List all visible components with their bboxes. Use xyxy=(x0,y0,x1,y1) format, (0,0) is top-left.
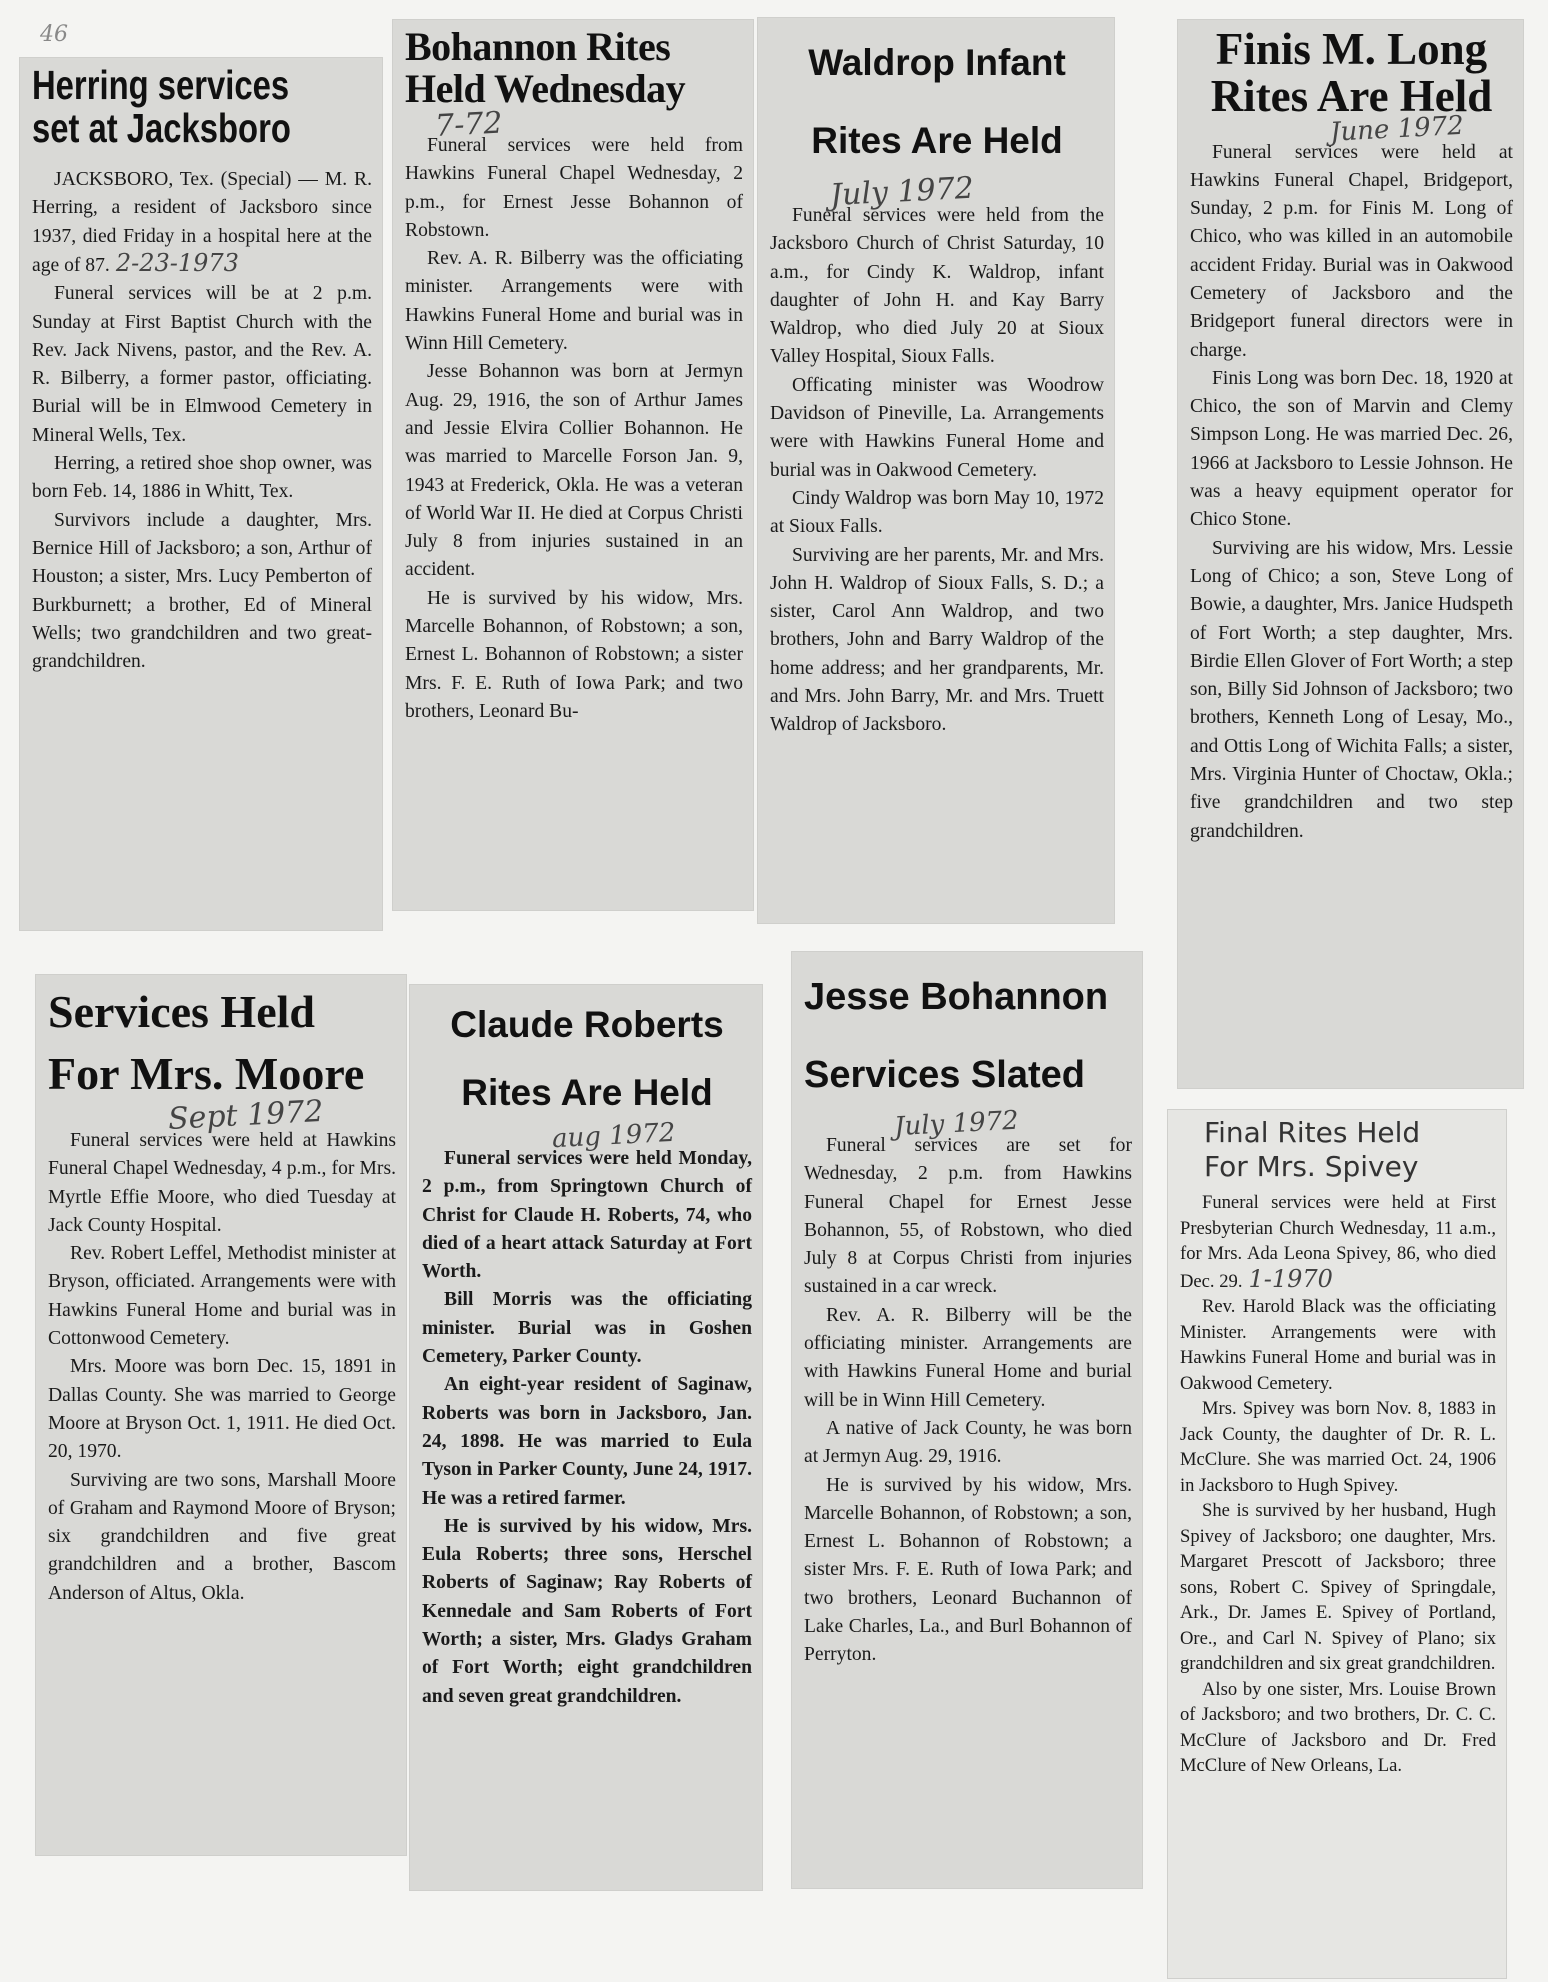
article-body xyxy=(770,202,1104,740)
article-body xyxy=(804,1132,1132,1670)
paragraph: Mrs. Moore was born Dec. 15, 1891 in Dallas County. She was married to George Moore at Bryson Oct. 1, 1911. He died Oct. 20, 1970. xyxy=(48,1356,396,1463)
article-body xyxy=(32,166,372,676)
paragraph: A native of Jack County, he was born at Jermyn Aug. 29, 1916. xyxy=(804,1417,1132,1468)
clipping-bohannon-slated xyxy=(792,952,1142,1888)
clipping-spivey xyxy=(1168,1110,1506,1978)
handwritten-date: Sept 1972 xyxy=(167,1093,325,1137)
clipping-herring xyxy=(20,58,382,930)
paragraph: Rev. A. R. Bilberry was the officiating minister. Arrangements were with Hawkins Funeral Home and burial was in Winn Hill Cemetery. xyxy=(405,248,743,355)
paragraph: She is survived by her husband, Hugh Spivey of Jacksboro; one daughter, Mrs. Margaret Prescott of Jacksboro; three sons, Robert C. Spivey of Springdale, Ark., Dr. James E. Spivey of Portland, Ore., and Carl N. Spivey of Plano; six grandchildren and six great grandchildren. xyxy=(1180,1500,1496,1674)
headline: Services Held For Mrs. Moore xyxy=(48,986,365,1099)
paragraph: An eight-year resident of Saginaw, Roberts was born in Jacksboro, Jan. 24, 1898. He was married to Eula Tyson in Parker County, June 24, 1917. He was a retired farmer. xyxy=(422,1374,752,1509)
paragraph: Bill Morris was the officiating minister. Burial was in Goshen Cemetery, Parker County. xyxy=(422,1289,752,1368)
headline: Claude Roberts Rites Are Held xyxy=(450,1004,724,1113)
clipping-roberts xyxy=(410,985,762,1890)
headline: Final Rites Held For Mrs. Spivey xyxy=(1204,1116,1421,1183)
headline: Herring services set at Jacksboro xyxy=(32,62,291,152)
clipping-bohannon-wednesday xyxy=(393,20,753,910)
paragraph: He is survived by his widow, Mrs. Eula Roberts; three sons, Herschel Roberts of Saginaw; Ray Roberts of Kennedale and Sam Roberts of Fort Worth; a sister, Mrs. Gladys Graham of Fort Worth; eight grandchildren and seven great grandchildren. xyxy=(422,1515,752,1707)
paragraph: Funeral services are set for Wednesday, 2 p.m. from Hawkins Funeral Chapel for Ernest Jesse Bohannon, 55, of Robstown, who died July 8 at Corpus Christi from injuries sustained in a car wreck. xyxy=(804,1135,1132,1298)
paragraph: He is survived by his widow, Mrs. Marcelle Bohannon, of Robstown; a son, Ernest L. Bohannon of Robstown; a sister Mrs. F. E. Ruth of Iowa Park; and two brothers, Leonard Bu- xyxy=(405,587,743,722)
paragraph: Rev. Robert Leffel, Methodist minister at Bryson, officiated. Arrangements were with Hawkins Funeral Home and burial was in Cottonwood Cemetery. xyxy=(48,1243,396,1350)
paragraph: Survivors include a daughter, Mrs. Bernice Hill of Jacksboro; a son, Arthur of Houston; a sister, Mrs. Lucy Pemberton of Burkburnett; a brother, Ed of Mineral Wells; two grandchildren and two great-grandchildren. xyxy=(32,509,372,673)
headline: Bohannon Rites Held Wednesday xyxy=(405,24,686,111)
handwritten-date: aug 1972 xyxy=(551,1117,677,1155)
handwritten-date: 7-72 xyxy=(434,105,504,145)
article-body xyxy=(405,132,743,726)
paragraph: Jesse Bohannon was born at Jermyn Aug. 29, 1916, the son of Arthur James and Jessie Elvira Collier Bohannon. He was married to Marcelle Forson Jan. 9, 1943 at Frederick, Okla. He was a veteran of World War II. He died at Corpus Christi July 8 from injuries sustained in an accident. xyxy=(405,361,743,581)
paragraph: JACKSBORO, Tex. (Special) — M. R. Herring, a resident of Jacksboro since 1937, died Friday in a hospital here at the age of 87. 2-23-1973 xyxy=(32,169,372,277)
paragraph: Funeral services were held at Hawkins Funeral Chapel Wednesday, 4 p.m., for Mrs. Myrtle Effie Moore, who died Tuesday at Jack County Hospital. xyxy=(48,1130,396,1236)
paragraph: Funeral services were held from Hawkins Funeral Chapel Wednesday, 2 p.m., for Ernest Jesse Bohannon of Robstown. xyxy=(405,135,743,241)
paragraph: Funeral services were held Monday, 2 p.m., from Springtown Church of Christ for Claude H. Roberts, 74, who died of a heart attack Saturday at Fort Worth. xyxy=(422,1148,752,1283)
paragraph: Surviving are his widow, Mrs. Lessie Long of Chico; a son, Steve Long of Bowie, a daughter, Mrs. Janice Hudspeth of Fort Worth; a step daughter, Mrs. Birdie Ellen Glover of Fort Worth; a step son, Billy Sid Johnson of Jacksboro; two brothers, Kenneth Long of Lesay, Mo., and Ottis Long of Wichita Falls; a sister, Mrs. Virginia Hunter of Choctaw, Okla.; five grandchildren and two step grandchildren. xyxy=(1190,537,1513,842)
handwritten-date: June 1972 xyxy=(1329,110,1465,148)
paragraph: Herring, a retired shoe shop owner, was born Feb. 14, 1886 in Whitt, Tex. xyxy=(32,453,372,503)
paragraph: Surviving are her parents, Mr. and Mrs. John H. Waldrop of Sioux Falls, S. D.; a sister, Carol Ann Waldrop, and two brothers, John and Barry Waldrop of the home address; and her grandparents, Mr. and Mrs. John Barry, Mr. and Mrs. Truett Waldrop of Jacksboro. xyxy=(770,544,1104,736)
paragraph: Funeral services were held at First Presbyterian Church Wednesday, 11 a.m., for Mrs. Ada Leona Spivey, 86, who died Dec. 29. 1-1970 xyxy=(1180,1192,1496,1293)
article-body xyxy=(1190,139,1513,846)
headline: Jesse Bohannon Services Slated xyxy=(804,976,1109,1096)
handwritten-date: July 1972 xyxy=(893,1105,1020,1143)
clipping-long xyxy=(1178,20,1523,1088)
page-number: 46 xyxy=(40,22,68,47)
headline: Waldrop Infant Rites Are Held xyxy=(808,42,1066,161)
handwritten-date: 2-23-1973 xyxy=(115,248,239,277)
headline: Finis M. Long Rites Are Held xyxy=(1210,24,1493,122)
paragraph: Surviving are two sons, Marshall Moore of Graham and Raymond Moore of Bryson; six grandchildren and five great grandchildren and a brother, Bascom Anderson of Altus, Okla. xyxy=(48,1469,396,1604)
paragraph: Officating minister was Woodrow Davidson of Pineville, La. Arrangements were with Hawkins Funeral Home and burial was in Oakwood Cemetery. xyxy=(770,374,1104,481)
handwritten-date: 1-1970 xyxy=(1248,1264,1333,1293)
paragraph: Mrs. Spivey was born Nov. 8, 1883 in Jack County, the daughter of Dr. R. L. McClure. She was married Oct. 24, 1906 in Jacksboro to Hugh Spivey. xyxy=(1180,1398,1496,1496)
paragraph: Funeral services were held from the Jacksboro Church of Christ Saturday, 10 a.m., for Cindy K. Waldrop, infant daughter of John H. and Kay Barry Waldrop, who died July 20 at Sioux Valley Hospital, Sioux Falls. xyxy=(770,205,1104,368)
article-body xyxy=(48,1127,396,1608)
paragraph: Funeral services were held at Hawkins Funeral Chapel, Bridgeport, Sunday, 2 p.m. for Finis M. Long of Chico, who was killed in an automobile accident Friday. Burial was in Oakwood Cemetery of Jacksboro and the Bridgeport funeral directors were in charge. xyxy=(1190,141,1513,361)
paragraph: Rev. A. R. Bilberry will be the officiating minister. Arrangements are with Hawkins Funeral Home and burial will be in Winn Hill Cemetery. xyxy=(804,1304,1132,1411)
handwritten-date: July 1972 xyxy=(829,170,975,214)
paragraph: He is survived by his widow, Mrs. Marcelle Bohannon, of Robstown; a son, Ernest L. Bohannon of Robstown; a sister Mrs. F. E. Ruth of Iowa Park; and two brothers, Leonard Buchannon of Lake Charles, La., and Burl Bohannon of Perryton. xyxy=(804,1474,1132,1666)
paragraph: Rev. Harold Black was the officiating Minister. Arrangements were with Hawkins Funeral Home and burial was in Oakwood Cemetery. xyxy=(1180,1296,1496,1394)
clipping-waldrop xyxy=(758,18,1114,923)
paragraph: Funeral services will be at 2 p.m. Sunday at First Baptist Church with the Rev. Jack Nivens, pastor, and the Rev. A. R. Bilberry, a former pastor, officiating. Burial will be in Elmwood Cemetery in Mineral Wells, Tex. xyxy=(32,283,372,446)
paragraph: Also by one sister, Mrs. Louise Brown of Jacksboro; and two brothers, Dr. C. C. McClure of Jacksboro and Dr. Fred McClure of New Orleans, La. xyxy=(1180,1678,1496,1776)
clipping-moore xyxy=(36,975,406,1855)
paragraph: Cindy Waldrop was born May 10, 1972 at Sioux Falls. xyxy=(770,487,1104,538)
article-body xyxy=(1180,1190,1496,1779)
paragraph: Finis Long was born Dec. 18, 1920 at Chico, the son of Marvin and Clemy Simpson Long. He was married Dec. 26, 1966 at Jacksboro to Lessie Johnson. He was a heavy equipment operator for Chico Stone. xyxy=(1190,367,1513,531)
article-body xyxy=(422,1145,752,1711)
